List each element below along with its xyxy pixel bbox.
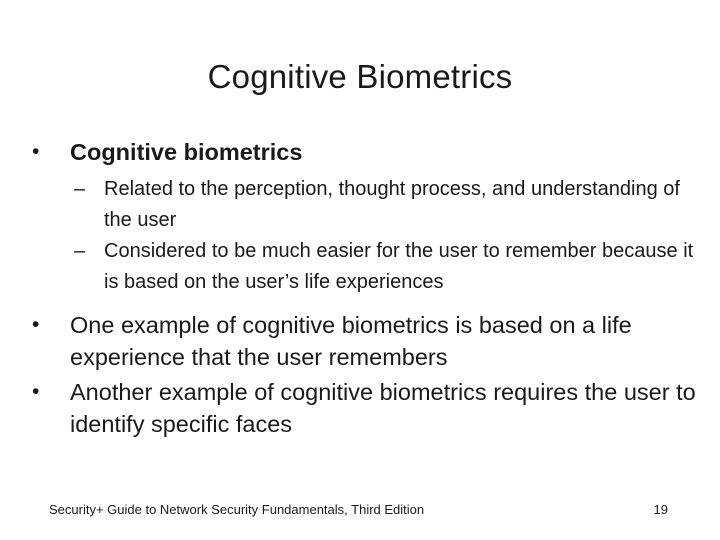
bullet-item (24, 376, 696, 440)
bullet-text: Cognitive biometrics (70, 139, 303, 165)
bullet-text: One example of cognitive biometrics is based on a life experience that the user remembers (70, 312, 632, 370)
slide-title: Cognitive Biometrics (207, 58, 513, 95)
bullet-text: Another example of cognitive biometrics requires the user to identify specific faces (70, 379, 696, 437)
slide-body (24, 136, 696, 440)
bullet-marker: • (32, 140, 40, 163)
bullet-marker: • (32, 313, 40, 336)
bullet-item (24, 136, 696, 168)
sub-bullet-text: Related to the perception, thought process, and understanding of the user (104, 178, 680, 231)
page-number: 19 (653, 502, 668, 517)
sub-bullet-item (24, 174, 696, 236)
footer-source: Security+ Guide to Network Security Fundamentals, Third Edition (49, 502, 425, 517)
sub-bullet-list (24, 174, 696, 298)
dash-marker: – (74, 178, 86, 200)
dash-marker: – (74, 240, 86, 262)
bullet-item (24, 309, 696, 373)
sub-bullet-item (24, 236, 696, 298)
sub-bullet-text: Considered to be much easier for the user to remember because it is based on the user’s life experiences (104, 240, 694, 293)
bullet-marker: • (32, 380, 40, 403)
